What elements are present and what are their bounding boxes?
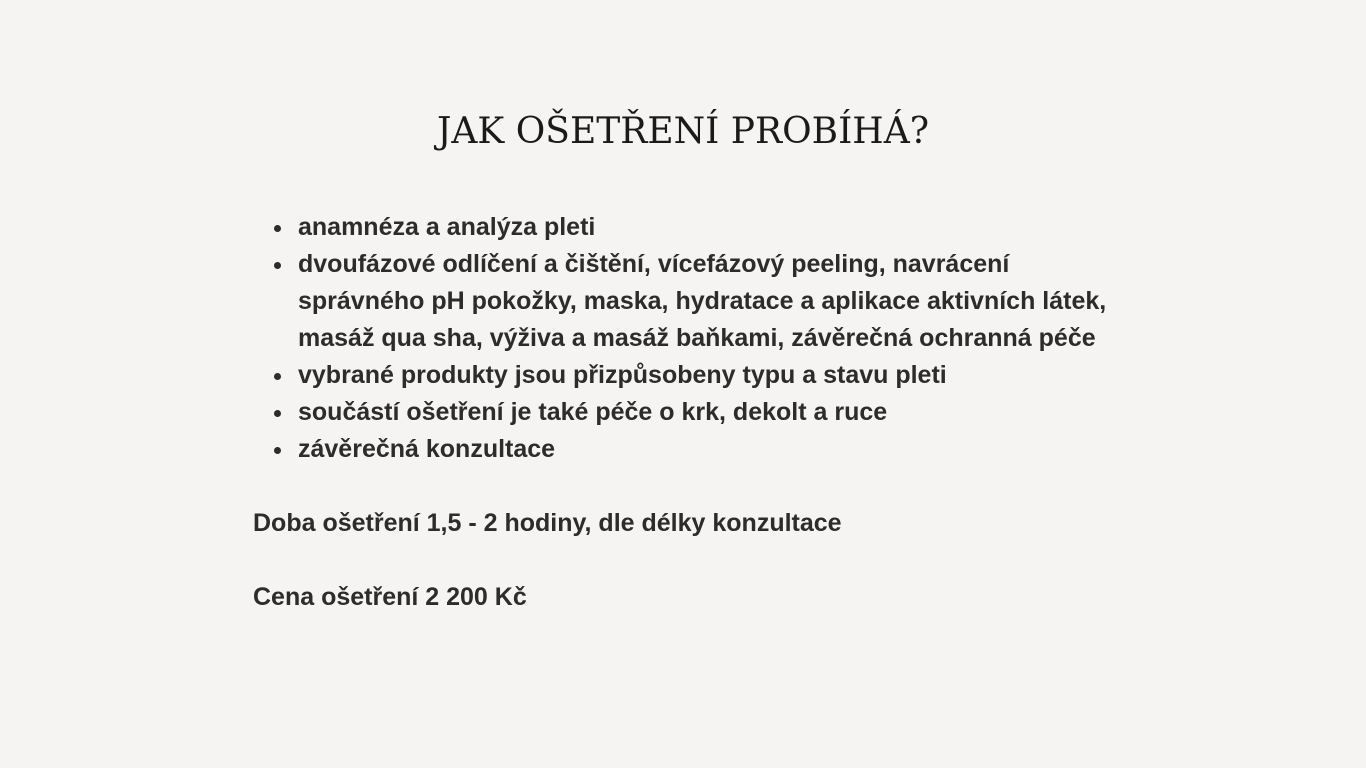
list-item: závěrečná konzultace [298, 431, 1133, 468]
list-item: součástí ošetření je také péče o krk, dekolt a ruce [298, 394, 1133, 431]
treatment-price: Cena ošetření 2 200 Kč [253, 583, 527, 611]
page-title: JAK OŠETŘENÍ PROBÍHÁ? [437, 111, 929, 152]
treatment-duration: Doba ošetření 1,5 - 2 hodiny, dle délky konzultace [253, 509, 842, 537]
list-item: anamnéza a analýza pleti [298, 209, 1133, 246]
list-item: dvoufázové odlíčení a čištění, vícefázový peeling, navrácení správného pH pokožky, maska, hydratace a aplikace aktivních látek, masáž qua sha, výživa a masáž baňkami, závěrečná ochranná péče [298, 246, 1133, 357]
treatment-description [253, 209, 1133, 616]
list-item: vybrané produkty jsou přizpůsobeny typu a stavu pleti [298, 357, 1133, 394]
treatment-steps-list [253, 209, 1133, 468]
